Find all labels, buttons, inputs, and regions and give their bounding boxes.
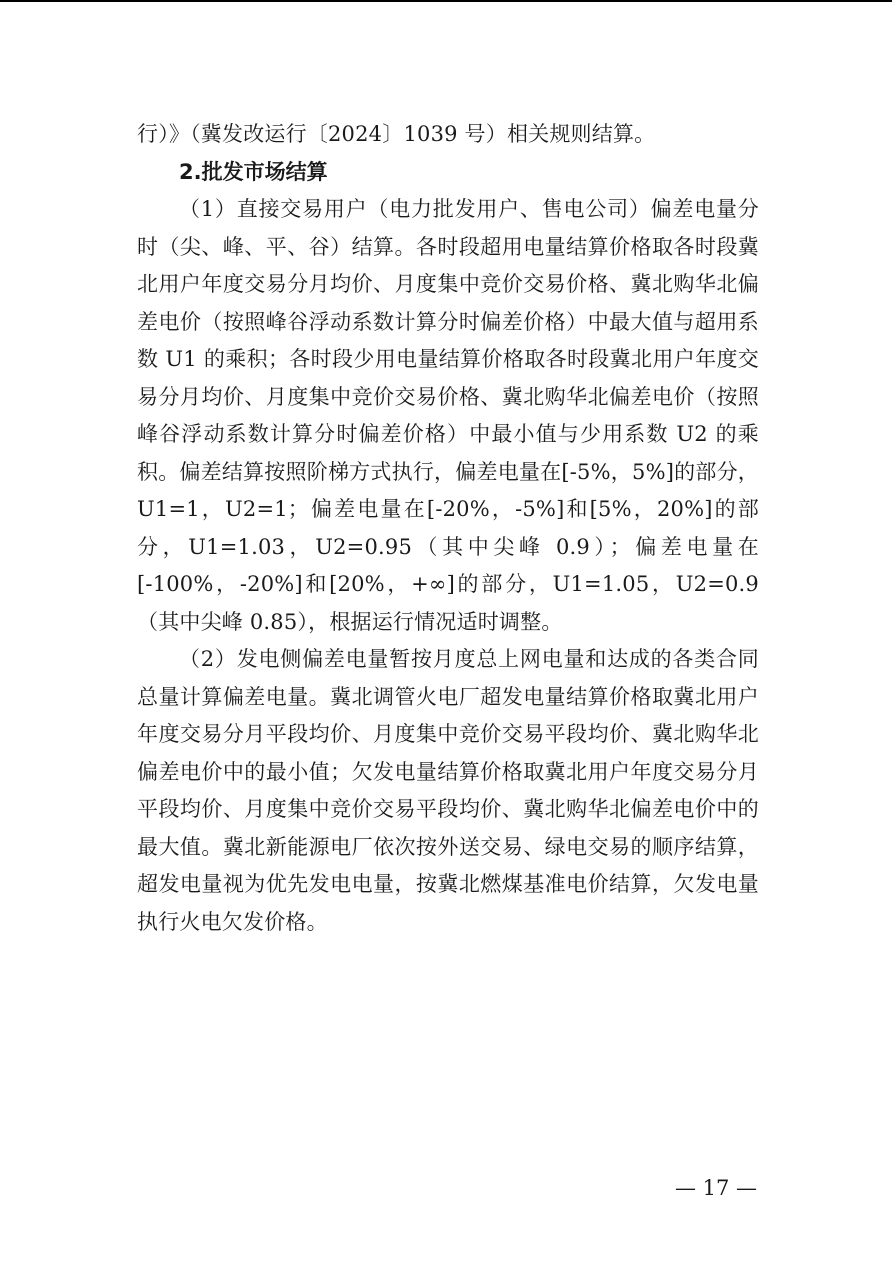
document-page (137, 116, 759, 941)
paragraph-continuation: 行）》（冀发改运行〔2024〕1039 号）相关规则结算。 (137, 122, 656, 146)
page-number: — 17 — (674, 1176, 758, 1200)
paragraph-generation-side-deviation: （2）发电侧偏差电量暂按月度总上网电量和达成的各类合同总量计算偏差电量。冀北调管火电厂超发电量结算价格取冀北用户年度交易分月平段均价、月度集中竞价交易平段均价、冀北购华北偏差电价中的最小值；欠发电量结算价格取冀北用户年度交易分月平段均价、月度集中竞价交易平段均价、冀北购华北偏差电价中的最大值。冀北新能源电厂依次按外送交易、绿电交易的顺序结算，超发电量视为优先发电电量，按冀北燃煤基准电价结算，欠发电量执行火电欠发价格。 (137, 647, 759, 934)
section-heading: 2.批发市场结算 (179, 159, 328, 184)
paragraph-wholesale-user-deviation: （1）直接交易用户（电力批发用户、售电公司）偏差电量分时（尖、峰、平、谷）结算。各时段超用电量结算价格取各时段冀北用户年度交易分月均价、月度集中竞价交易价格、冀北购华北偏差电价（按照峰谷浮动系数计算分时偏差价格）中最大值与超用系数 U1 的乘积；各时段少用电量结算价格取各时段冀北用户年度交易分月均价、月度集中竞价交易价格、冀北购华北偏差电价（按照峰谷浮动系数计算分时偏差价格）中最小值与少用系数 U2 的乘积。偏差结算按照阶梯方式执行，偏差电量在[-5%，5%]的部分，U1=1，U2=1；偏差电量在[-20%，-5%]和[5%，20%]的部分，U1=1.03，U2=0.95（其中尖峰 0.9）；偏差电量在[-100%，-20%]和[20%，+∞]的部分，U1=1.05，U2=0.9（其中尖峰 0.85），根据运行情况适时调整。 (137, 197, 759, 634)
page-top-border (0, 0, 892, 2)
